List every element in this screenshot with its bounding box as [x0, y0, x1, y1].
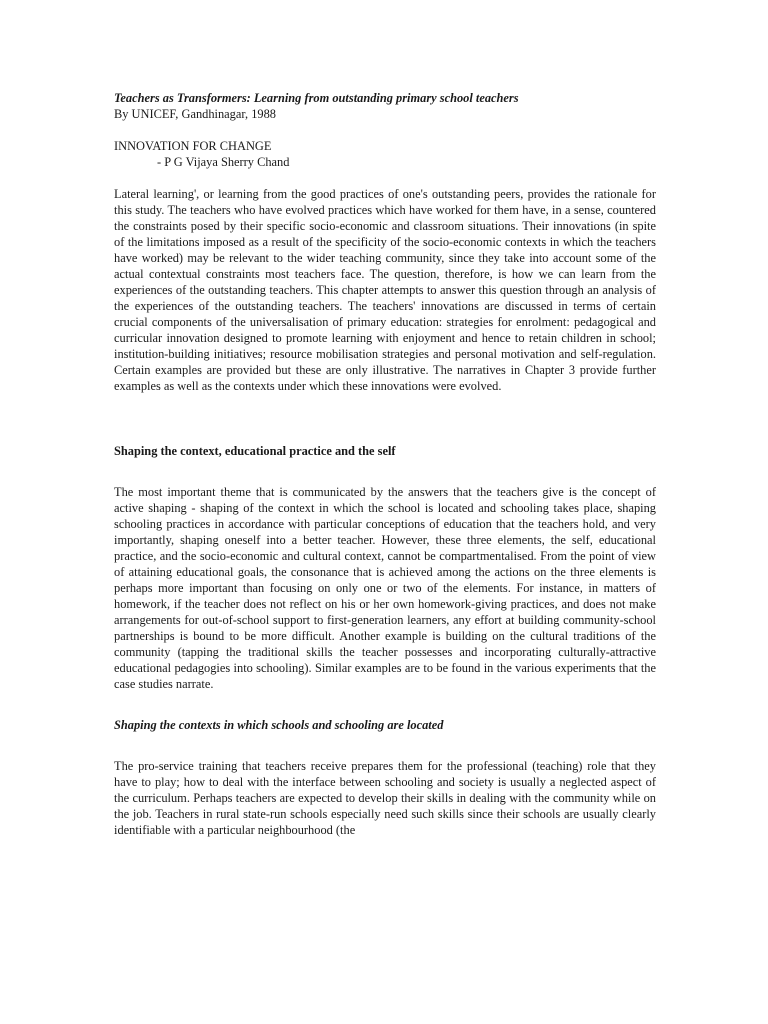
heading-shaping-contexts-schools: Shaping the contexts in which schools and schooling are located — [114, 718, 444, 732]
spacer — [114, 459, 656, 484]
document-page — [114, 90, 656, 838]
spacer — [114, 733, 656, 758]
document-title: Teachers as Transformers: Learning from outstanding primary school teachers — [114, 91, 519, 105]
spacer — [114, 122, 656, 138]
intro-paragraph: Lateral learning', or learning from the good practices of one's outstanding peers, provides the rationale for this study. The teachers who have evolved practices which have worked for them have, in a sense, countered the constraints posed by their specific socio-economic and classroom situations. Their innovations (in spite of the limitations imposed as a result of the specificity of the socio-economic contexts in which the teachers have worked) may be relevant to the wider teaching community, since they take into account some of the actual contextual constraints most teachers face. The question, therefore, is how we can learn from the experiences of the outstanding teachers. This chapter attempts to answer this question through an analysis of the experiences of the outstanding teachers. The teachers' innovations are discussed in terms of certain crucial components of the universalisation of primary education: strategies for enrolment: pedagogical and curricular innovation designed to promote learning with enjoyment and hence to retain children in school; institution-building initiatives; resource mobilisation strategies and personal motivation and self-regulation. Certain examples are provided but these are only illustrative. The narratives in Chapter 3 provide further examples as well as the contexts under which these innovations were evolved. — [114, 187, 656, 393]
heading-shaping-context: Shaping the context, educational practice and the self — [114, 444, 396, 458]
document-byline: By UNICEF, Gandhinagar, 1988 — [114, 107, 276, 121]
contexts-paragraph: The pro-service training that teachers receive prepares them for the professional (teaching) role that they have to play; how to deal with the interface between schooling and society is usually a neglected aspect of the curriculum. Perhaps teachers are expected to develop their skills in dealing with the community while on the job. Teachers in rural state-run schools especially need such skills since their schools are usually clearly identifiable with a particular neighbourhood (the — [114, 759, 656, 837]
spacer — [114, 394, 656, 443]
spacer — [114, 692, 656, 717]
spacer — [114, 170, 656, 186]
section-label: INNOVATION FOR CHANGE — [114, 139, 272, 153]
shaping-paragraph: The most important theme that is communicated by the answers that the teachers give is the concept of active shaping - shaping of the context in which the school is located and schooling takes place, shaping schooling practices in accordance with particular conceptions of education that the teachers hold, and very importantly, shaping oneself into a better teacher. However, these three elements, the self, educational practice, and the socio-economic and cultural context, cannot be compartmentalised. From the point of view of attaining educational goals, the consonance that is achieved among the actions on the three elements is perhaps more important than focusing on only one or two of the elements. For instance, in matters of homework, if the teacher does not reflect on his or her own homework-giving practices, and does not make arrangements for out-of-school support to first-generation learners, any effort at building community-school partnerships is bound to be more difficult. Another example is building on the cultural traditions of the community (tapping the traditional skills the teacher possesses and incorporating culturally-attractive educational pedagogies into schooling). Similar examples are to be found in the various experiments that the case studies narrate. — [114, 485, 656, 691]
section-author: - P G Vijaya Sherry Chand — [157, 155, 290, 169]
